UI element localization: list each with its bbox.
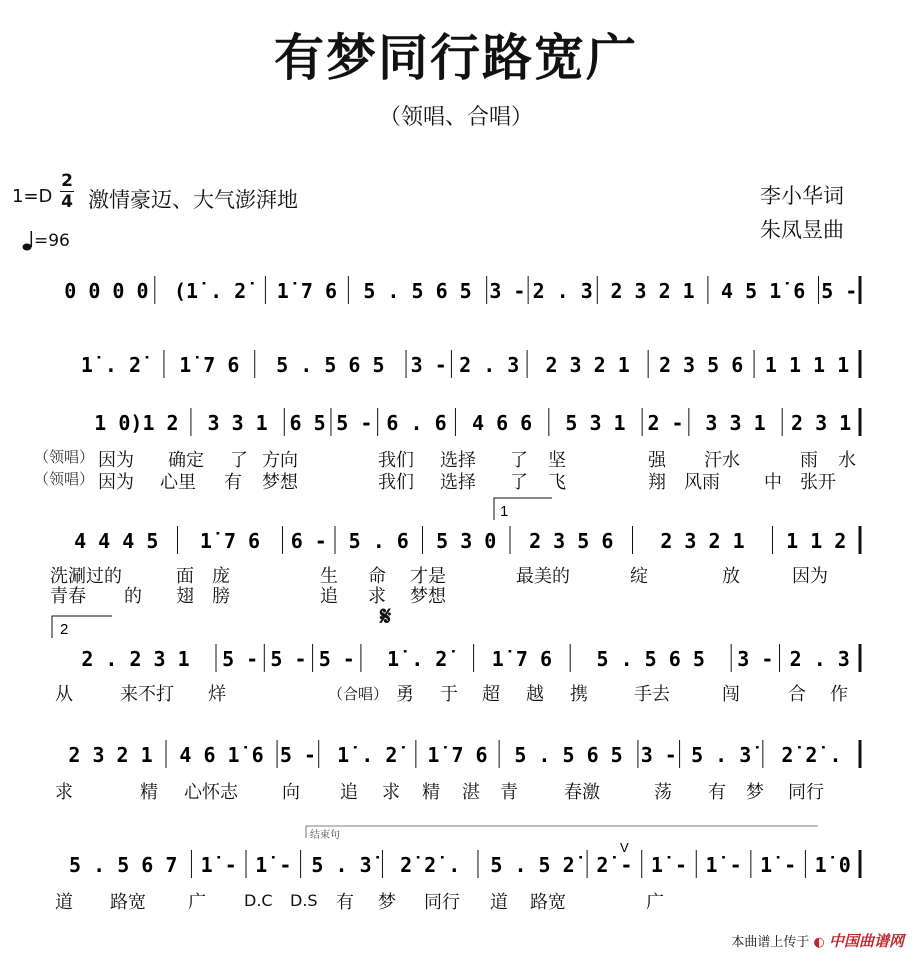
measure-notes: 1̇ . 2̇ [80,353,142,377]
lyric: 张开 [800,472,836,493]
lyric: 有 [336,892,354,913]
lyric: 路宽 [110,892,146,913]
lyric: 了 [510,472,528,493]
lyric: 路宽 [530,892,566,913]
lyric: 梦 [378,892,396,913]
lyric: 雨 [800,450,818,471]
lyric: 精 [140,782,158,803]
measure-notes: 3 - [737,647,774,671]
measure-notes: 1̇ - [200,853,237,877]
segno-sign: 𝄋 [380,602,392,632]
measure-notes: 2 . 3 [532,279,593,303]
lyric: 广 [646,892,664,913]
measure-notes: 2 - [647,411,684,435]
lyrics-line-4b [0,582,912,608]
measure-notes: 1̇ 7 6 [491,647,553,671]
measure-notes: 1̇ - [650,853,688,877]
lyric: 汗水 [704,450,740,471]
lyric: 青春 [50,586,86,607]
lyric: 我们 [378,450,414,471]
lyric: 于 [440,684,458,705]
lyric: 从 [55,684,73,705]
measure-notes: 2 3 2 1 [610,279,695,303]
measure-notes: 2 3 2 1 [545,353,630,377]
measure-notes: 1̇ - [255,853,292,877]
time-signature-bottom: 4 [61,192,73,212]
volta-1-label: 1 [500,503,509,520]
lyric: 春激 [564,782,600,803]
lyric: 我们 [378,472,414,493]
measure-notes: 5 3 0 [436,529,497,553]
measure-notes: 1̇ 7 6 [276,279,338,303]
measure-notes: 5 - [336,411,373,435]
song-title: 有梦同行路宽广 [274,28,638,87]
lyric: 庞 [212,566,230,587]
lyric: 青 [500,782,518,803]
measure-notes: 1̇ . 2̇ [387,647,448,671]
lyric: 翅 [176,586,194,607]
time-signature-top: 2 [61,171,73,191]
measure-notes: 4 6 1̇ 6 [179,743,264,767]
lyric: 越 [526,684,544,705]
measure-notes: 3 3 1 [705,411,766,435]
measure-notes: 2̇ - [596,853,633,877]
site-name: 中国曲谱网 [828,932,904,950]
lyric: 了 [510,450,528,471]
lyric: 求 [368,586,386,607]
measure-notes: 5 . 5 6 5 [514,743,623,767]
lyric: 向 [282,782,300,803]
measure-notes: 5 - [821,279,858,303]
lyric: 洗涮过的 [50,566,122,587]
lyric: 梦想 [410,586,446,607]
lyric: 的 [124,586,142,607]
measure-notes: 1 0)1 2 [94,411,179,435]
lead-vocal-label: （领唱） [34,470,95,488]
measure-notes: 3 3 1 [207,411,268,435]
lyric: 同行 [424,892,460,913]
lyric: 因为 [792,566,828,587]
lyric: 携 [570,684,588,705]
measure-notes: 2 3 2 1 [68,743,153,767]
volta-2-label: 2 [60,621,69,638]
lyrics-line-6 [0,778,912,804]
key-signature: 1=D [12,186,53,207]
measure-notes: 6 - [290,529,327,553]
lyric: 选择 [440,472,476,493]
lyric: 了 [230,450,248,471]
measure-notes: 1̇ 7 6 [179,353,240,377]
expression-mark: 激情豪迈、大气澎湃地 [88,188,298,212]
site-logo-icon: ◐ [813,935,825,950]
lyric: 选择 [440,450,476,471]
lyric: 勇 [396,684,414,705]
measure-notes: 5 . 3̇ [311,853,372,877]
measure-notes: 2 . 2 3 1 [81,647,190,671]
measure-notes: 5 . 3̇ [691,743,752,767]
measure-notes: 5 . 5 6 5 [276,353,385,377]
lyric: 有 [708,782,726,803]
lyric: 烊 [208,684,226,705]
lyric: 生 [320,566,338,587]
upload-credit [731,930,904,951]
measure-notes: 1̇ - [705,853,742,877]
lyric: 广 [188,892,206,913]
measure-notes: 5 . 6 [348,529,409,553]
measure-notes: 5 3 1 [565,411,626,435]
lyric: 合 [788,684,806,705]
measure-notes: 5 - [222,647,259,671]
measure-notes: 6 5 [289,411,326,435]
song-subtitle: （领唱、合唱） [378,105,533,130]
lyric: 水 [838,450,856,471]
lead-vocal-label: （领唱） [34,448,95,466]
measure-notes: 1̇ 0 [814,853,851,877]
composer-credit: 朱凤昱曲 [760,218,844,242]
lyric: 才是 [410,566,446,587]
measure-notes: 2 3 5 6 [529,529,614,553]
measure-notes: 5 . 5 6 5 [596,647,705,671]
lyric: 中 [764,472,782,493]
chorus-label: （合唱） [328,685,389,703]
measure-notes: 3 - [410,353,447,377]
measure-notes: 2̇ 2̇ . [400,853,461,877]
lyric: 面 [176,566,194,587]
measure-notes: 0 0 0 0 [64,279,149,303]
lyric: 精 [422,782,440,803]
lyricist-credit: 李小华词 [760,184,844,208]
measure-notes: 5 . 5 2̇ [490,853,575,877]
lyric: 因为 [98,472,134,493]
measure-notes: 2 3 2 1 [660,529,745,553]
lyric: 心怀志 [184,782,238,803]
lyric: 梦 [746,782,764,803]
measure-notes: 4 5 1̇ 6 [721,279,806,303]
measure-notes: 3 - [489,279,526,303]
lyric: 同行 [788,782,824,803]
lyric: 有 [224,472,242,493]
measure-notes: (1̇ . 2̇ [173,279,247,303]
lyric: 追 [340,782,358,803]
upload-credit-text: 本曲谱上传于 [731,935,810,950]
lyric: 放 [722,566,740,587]
lyrics-line-5 [0,680,912,706]
measure-notes: 5 - [318,647,355,671]
measure-notes: 1̇ 7 6 [427,743,488,767]
measure-notes: 1̇ . 2̇ [337,743,398,767]
lyric: 求 [55,782,73,803]
lyric: 坚 [548,450,566,471]
lyric: 梦想 [262,472,298,493]
ds-mark: D.S [290,891,318,910]
measure-notes: 2 3 5 6 [658,353,744,377]
measure-notes: 1 1 1 1 [764,353,850,377]
lyric: 飞 [548,472,566,493]
lyric: 因为 [98,450,134,471]
measure-notes: 1 1 2 [786,529,847,553]
lyric: 心里 [160,472,196,493]
measure-notes: 5 . 5 6 7 [69,853,178,877]
dc-mark: D.C [244,891,273,910]
measure-notes: 5 - [279,743,316,767]
lyrics-line-7 [0,888,912,914]
lyric: 追 [320,586,338,607]
measure-notes: 2 . 3 [459,353,520,377]
lyric: 荡 [654,782,672,803]
lyric: 强 [648,450,666,471]
lyrics-line-3b [0,468,912,494]
lyric: 手去 [634,684,670,705]
measure-notes: 2 . 3 [789,647,850,671]
measure-notes: 1̇ - [760,853,797,877]
lyric: 来不打 [120,684,174,705]
measure-notes: 5 - [270,647,307,671]
measure-notes: 5 . 5 6 5 [363,279,472,303]
lyric: 风雨 [684,472,720,493]
tempo-value: =96 [34,231,70,251]
measure-notes: 2 3 1 [790,411,852,435]
lyric: 膀 [212,586,230,607]
breath-mark: V [620,840,629,855]
measure-notes: 3 - [640,743,677,767]
lyric: 作 [830,684,848,705]
lyric: 闯 [722,684,740,705]
lyric: 方向 [262,450,298,471]
coda-bracket [306,826,818,838]
lyric: 湛 [462,782,480,803]
measure-notes: 6 . 6 [386,411,447,435]
lyric: 确定 [168,450,204,471]
lyric: 求 [382,782,400,803]
lyric: 命 [368,566,386,587]
lyric: 绽 [630,566,648,587]
measure-notes: 1̇ 7 6 [199,529,261,553]
measure-notes: 4 4 4 5 [74,529,159,553]
lyric: 超 [482,684,500,705]
coda-label: 结束句 [310,830,340,841]
lyric: 道 [490,892,508,913]
measure-notes: 2̇ 2̇ . [781,743,842,767]
lyric: 翔 [648,472,666,493]
measure-notes: 4 6 6 [472,411,533,435]
lyric: 最美的 [516,566,570,587]
lyric: 道 [55,892,73,913]
